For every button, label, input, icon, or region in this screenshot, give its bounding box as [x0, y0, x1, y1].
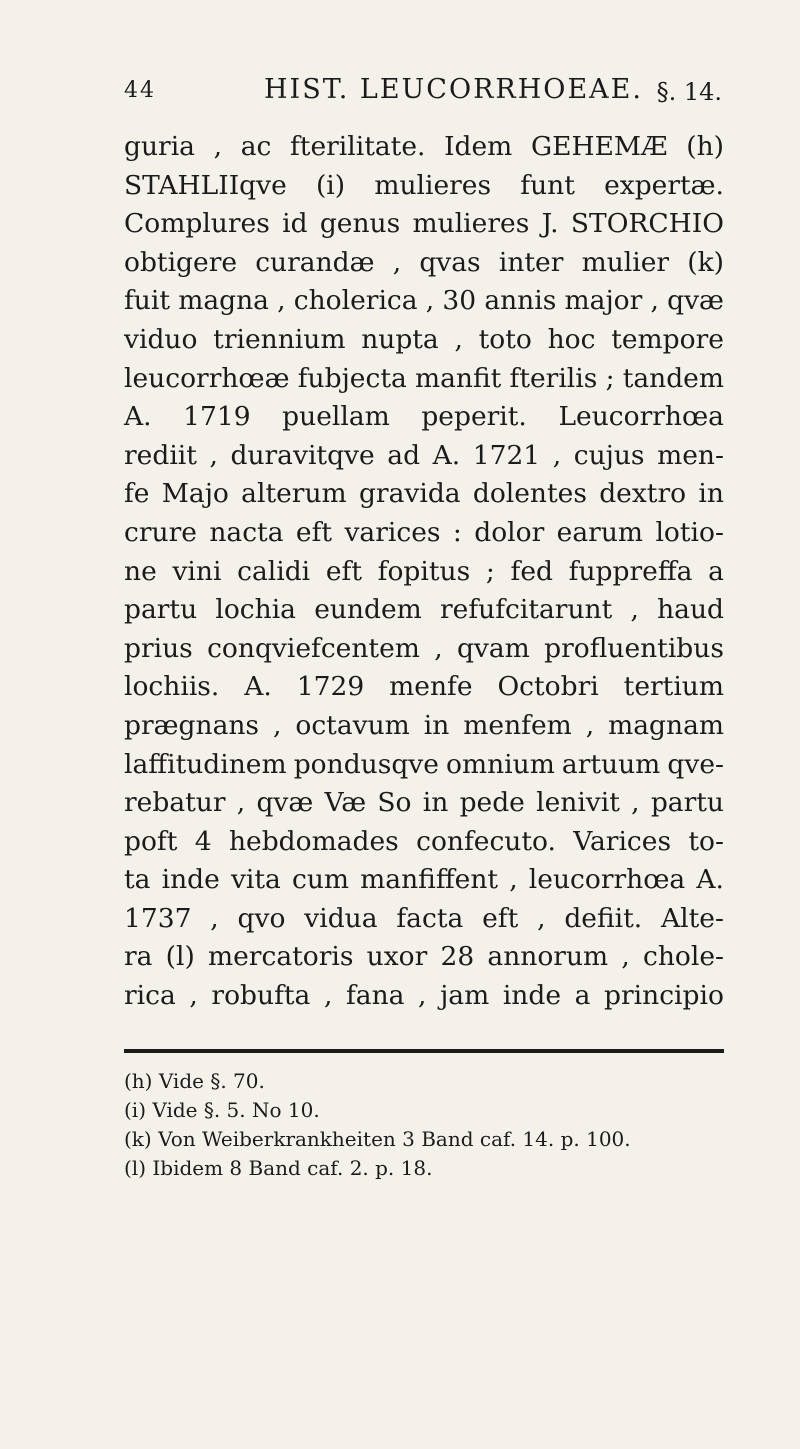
- text-line: laffitudinem pondusqve omnium artuum qve-: [124, 748, 724, 780]
- footnotes: [124, 1067, 724, 1183]
- text-line: lochiis. A. 1729 menfe Octobri tertium: [124, 671, 724, 703]
- text-line: STAHLIIqve (i) mulieres funt expertæ.: [124, 169, 724, 201]
- text-line: Complures id genus mulieres J. STORCHIO: [124, 208, 724, 240]
- page-number: 44: [124, 78, 156, 103]
- text-line: ta inde vita cum manfiffent , leucorrhœa A.: [124, 864, 724, 896]
- footnote: (h) Vide §. 70.: [124, 1069, 265, 1093]
- text-line: fuit magna , cholerica , 30 annis major , qvæ: [124, 285, 724, 317]
- running-header: [124, 74, 724, 114]
- text-line: rica , robufta , fana , jam inde a principio: [124, 980, 724, 1012]
- text-line: leucorrhœæ fubjecta manfit fterilis ; tandem: [124, 362, 724, 394]
- text-line: prægnans , octavum in menfem , magnam: [124, 709, 724, 741]
- text-line: poft 4 hebdomades confecuto. Varices to-: [124, 825, 724, 857]
- text-line: viduo triennium nupta , toto hoc tempore: [124, 323, 724, 355]
- text-line: rebatur , qvæ Væ So in pede lenivit , partu: [124, 787, 724, 819]
- footnote: (i) Vide §. 5. No 10.: [124, 1098, 320, 1122]
- text-line: crure nacta eft varices : dolor earum lotio-: [124, 516, 724, 548]
- text-line: fe Majo alterum gravida dolentes dextro in: [124, 478, 724, 510]
- text-line: A. 1719 puellam peperit. Leucorrhœa: [124, 401, 724, 433]
- text-line: guria , ac fterilitate. Idem GEHEMÆ (h): [124, 131, 724, 162]
- section-number: §. 14.: [656, 78, 722, 106]
- text-line: obtigere curandæ , qvas inter mulier (k): [124, 246, 724, 278]
- text-line: rediit , duravitqve ad A. 1721 , cujus men-: [124, 439, 724, 471]
- text-line: partu lochia eundem refufcitarunt , haud: [124, 594, 724, 626]
- footnote-divider: [124, 1049, 724, 1053]
- text-line: 1737 , qvo vidua facta eft , defiit. Alte-: [124, 902, 724, 934]
- main-text: [124, 128, 724, 1016]
- running-title: HIST. LEUCORRHOEAE.: [264, 74, 643, 105]
- footnote: (k) Von Weiberkrankheiten 3 Band caf. 14. p. 100.: [124, 1127, 631, 1151]
- text-line: ra (l) mercatoris uxor 28 annorum , chole-: [124, 941, 724, 973]
- text-line: ne vini calidi eft fopitus ; fed fuppreffa a: [124, 555, 724, 587]
- text-line: prius conqviefcentem , qvam profluentibus: [124, 632, 724, 664]
- footnote: (l) Ibidem 8 Band caf. 2. p. 18.: [124, 1156, 433, 1180]
